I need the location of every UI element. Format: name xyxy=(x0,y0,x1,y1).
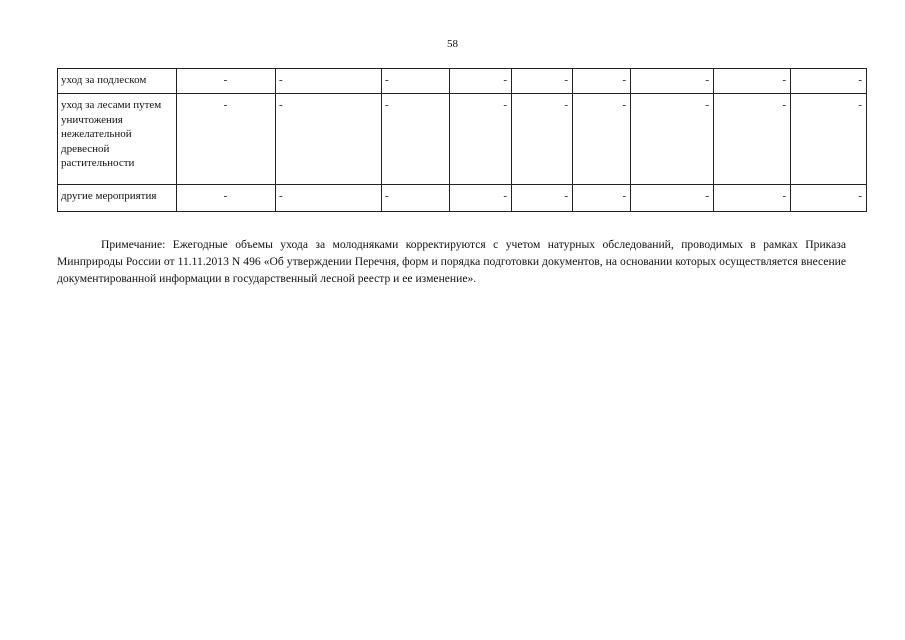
table-cell: - xyxy=(714,185,791,212)
table-cell: - xyxy=(382,94,450,185)
table-row xyxy=(58,94,867,185)
table-cell: - xyxy=(714,94,791,185)
table-cell: - xyxy=(276,185,382,212)
row-label: другие мероприятия xyxy=(58,185,177,212)
table-cell: - xyxy=(450,185,512,212)
table-cell: - xyxy=(631,69,714,94)
row-label: уход за лесами путем уничтожения нежелательной древесной растительности xyxy=(58,94,177,185)
table-cell: - xyxy=(791,185,867,212)
table-cell: - xyxy=(276,69,382,94)
table-cell: - xyxy=(450,94,512,185)
table-row xyxy=(58,69,867,94)
table-cell: - xyxy=(276,94,382,185)
table-cell: - xyxy=(714,69,791,94)
table-cell: - xyxy=(382,69,450,94)
table-cell: - xyxy=(791,69,867,94)
table-cell: - xyxy=(512,69,573,94)
table-cell: - xyxy=(573,185,631,212)
table-cell: - xyxy=(573,94,631,185)
table-cell: - xyxy=(177,69,276,94)
table-cell: - xyxy=(177,94,276,185)
table-cell: - xyxy=(631,185,714,212)
table-cell: - xyxy=(573,69,631,94)
table-cell: - xyxy=(631,94,714,185)
page-number: 58 xyxy=(447,38,458,50)
table-row xyxy=(58,185,867,212)
note-paragraph: Примечание: Ежегодные объемы ухода за молодняками корректируются с учетом натурных обследований, проводимых в рамках Приказа Минприроды России от 11.11.2013 N 496 «Об утверждении Перечня, форм и порядка подготовки документов, на основании которых осуществляется внесение документированной информации в государственный лесной реестр и ее изменение». xyxy=(57,238,846,285)
forest-care-table xyxy=(57,68,867,212)
table-cell: - xyxy=(450,69,512,94)
table-cell: - xyxy=(791,94,867,185)
table-cell: - xyxy=(512,94,573,185)
table-cell: - xyxy=(512,185,573,212)
table-cell: - xyxy=(382,185,450,212)
table-cell: - xyxy=(177,185,276,212)
row-label: уход за подлеском xyxy=(58,69,177,94)
